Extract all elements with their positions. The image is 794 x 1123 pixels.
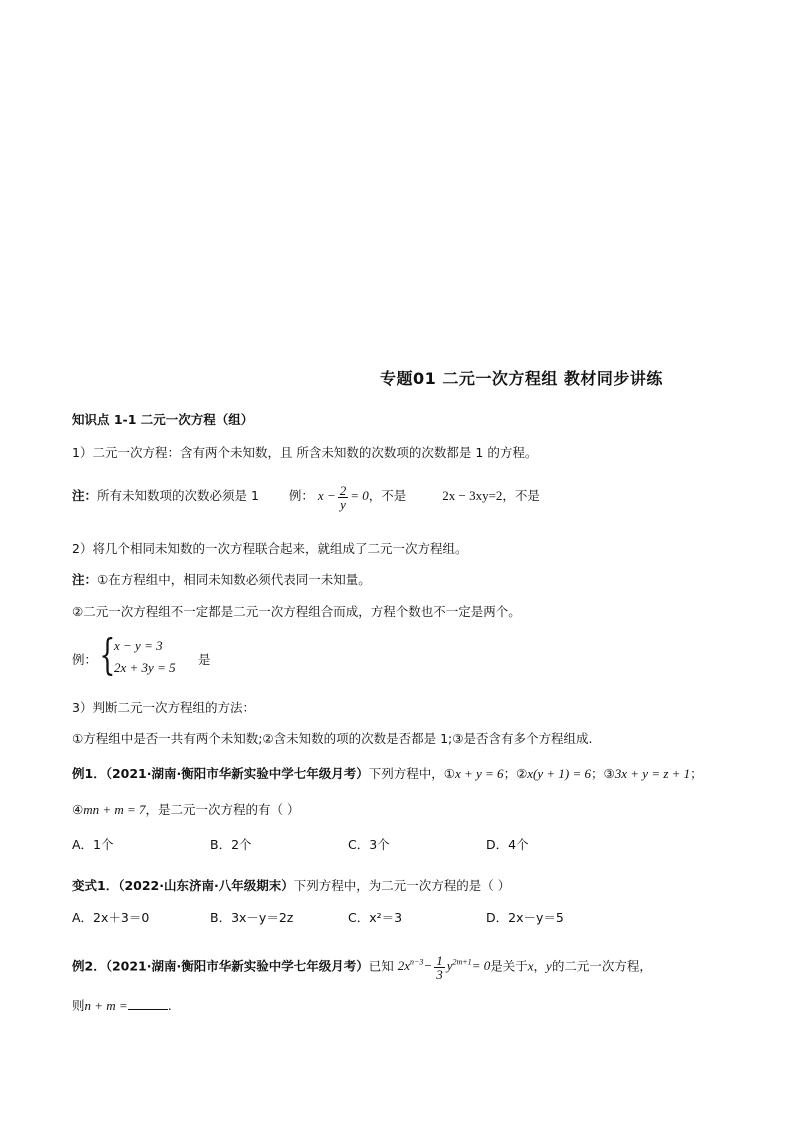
note-text: 所有未知数项的次数必须是 1 bbox=[97, 488, 259, 503]
page-title: 专题01 二元一次方程组 教材同步讲练 bbox=[380, 369, 663, 388]
method-heading: 3）判断二元一次方程组的方法： bbox=[72, 700, 255, 715]
math-expression: 2x − 3xy=2 bbox=[442, 488, 503, 503]
example-2-line-2: 则n + m = . bbox=[72, 998, 172, 1013]
variant-1-option-a: A．2x＋3＝0 bbox=[72, 910, 150, 925]
system-equation-1: x − y = 3 bbox=[114, 638, 163, 653]
variant-1-option-d: D．2x－y＝5 bbox=[486, 910, 564, 925]
system-equation-2: 2x + 3y = 5 bbox=[114, 660, 176, 675]
note-label: 注： bbox=[72, 488, 98, 503]
section-heading: 知识点 1-1 二元一次方程（组） bbox=[72, 412, 254, 427]
variant-1-option-c: C．x²＝3 bbox=[348, 910, 403, 925]
example-2-line-1: 例2．（2021·湖南·衡阳市华新实验中学七年级月考）已知 $2x^{n-3}-$ $\frac{1}{3}$ $y^{2m+1}= 0$是关于x，y的二元一次方程， bbox=[72, 952, 652, 982]
variant-1-question: 变式1．（2022·山东济南·八年级期末）下列方程中，为二元一次方程的是（ ） bbox=[72, 878, 511, 893]
example-1-option-c: C．3个 bbox=[348, 837, 390, 852]
note-3: ②二元一次方程组不一定都是二元一次方程组合而成，方程个数也不一定是两个。 bbox=[72, 604, 521, 619]
note-2: 注：①在方程组中，相同未知数必须代表同一未知量。 bbox=[72, 572, 371, 587]
note-1: 注：所有未知数项的次数必须是 1 例： x − $\frac{2}{y}$ = 0，不是 2x − 3xy=2，不是 bbox=[72, 482, 540, 512]
brace-icon: { bbox=[99, 630, 116, 679]
definition-1: 1）二元一次方程：含有两个未知数，且 所含未知数的次数项的次数都是 1 的方程。 bbox=[72, 445, 538, 460]
example-1-line-1: 例1．（2021·湖南·衡阳市华新实验中学七年级月考）下列方程中，①x + y = 6；②x(y + 1) = 6；③3x + y = z + 1； bbox=[72, 766, 703, 781]
example-label: 例： bbox=[288, 488, 314, 503]
definition-2: 2）将几个相同未知数的一次方程联合起来，就组成了二元一次方程组。 bbox=[72, 541, 468, 556]
example-1-option-b: B．2个 bbox=[210, 837, 252, 852]
math-expression: x − $\frac{2}{y}$ = 0 bbox=[317, 482, 369, 512]
method-text: ①方程组中是否一共有两个未知数;②含未知数的项的次数是否都是 1;③是否含有多个方程组成. bbox=[72, 731, 593, 746]
example-1-option-a: A．1个 bbox=[72, 837, 114, 852]
math-expression: $2x^{n-3}-$ $\frac{1}{3}$ $y^{2m+1}= 0$ bbox=[397, 952, 491, 982]
variant-1-option-b: B．3x－y＝2z bbox=[210, 910, 294, 925]
answer-blank[interactable] bbox=[128, 997, 168, 1010]
example-1-line-2: ④mn + m = 7，是二元一次方程的有（ ） bbox=[72, 802, 300, 817]
example-1-option-d: D．4个 bbox=[486, 837, 529, 852]
